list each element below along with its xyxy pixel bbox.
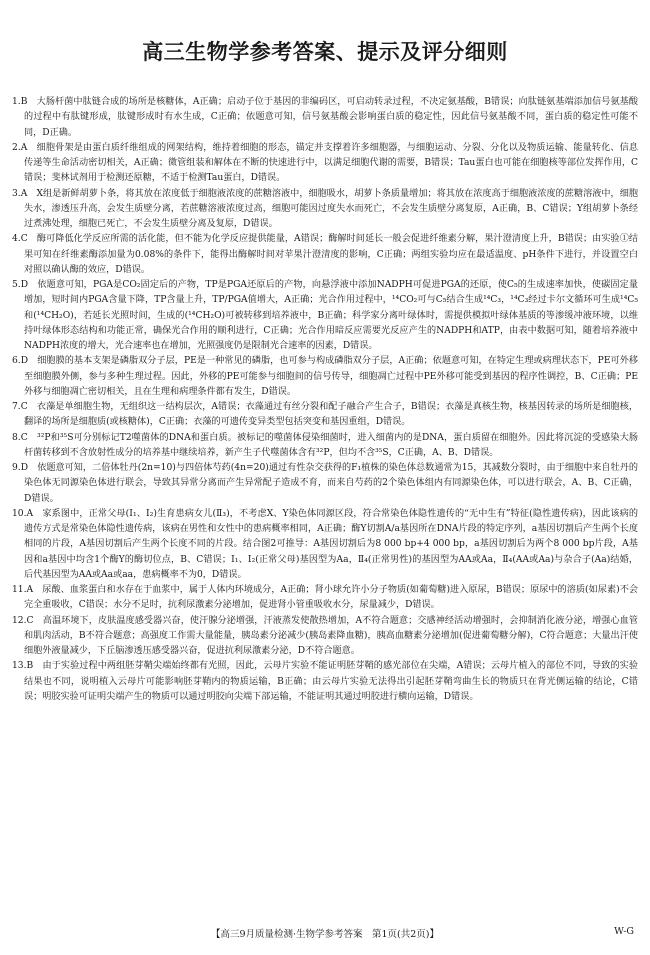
page-title: 高三生物学参考答案、提示及评分细则 [142, 40, 508, 64]
answer-list [12, 95, 638, 705]
answer-item-10: 10.A 家系图中，正常父母(Ⅰ₁、Ⅰ₂)生育患病女儿(Ⅱ₃)，不考虑X、Y染色体同源区段，符合常染色体隐性遗传的“无中生有”特征(隐性遗传病)，因此该病的遗传方式是常染色体隐性遗传病，该病在男性和女性中的患病概率相同，A正确；酶Y切割A/a基因所在DNA片段的特定序列，a基因切割后产生两个长度相同的片段，A基因切割后产生两个长度不同的片段。结合图2可推导：A基因切割后为8 000 bp+4 000 bp，a基因切割后为两个8 000 bp片段，A基因和a基因中均含1个酶Y的酶切位点，B、C错误；Ⅰ₁、Ⅰ₂(正常父母)基因型为Aa，Ⅱ₄(正常男性)的基因型为AA或Aa，Ⅱ₄(AA或Aa)与杂合子(Aa)结婚，后代基因型为AA或Aa或aa，患病概率不为0，D错误。 [12, 508, 638, 580]
answer-item-7: 7.C 衣藻是单细胞生物，无组织这一结构层次，A错误；衣藻通过有丝分裂和配子融合产生合子，B错误；衣藻是真核生物，核基因转录的场所是细胞核，翻译的场所是细胞质(或核糖体)，C正确；衣藻的可遗传变异类型包括突变和基因重组，D错误。 [12, 402, 638, 428]
answer-item-11: 11.A 尿酸、血浆蛋白和水存在于血浆中，属于人体内环境成分，A正确；肾小球允许小分子物质(如葡萄糖)进入原尿，B错误；原尿中的溶质(如尿素)不会完全重吸收，C错误；水分不足时，抗利尿激素分泌增加，促进肾小管重吸收水分，尿量减少，D错误。 [12, 585, 638, 611]
answer-item-2: 2.A 细胞骨架是由蛋白质纤维组成的网架结构，维持着细胞的形态，锚定并支撑着许多细胞器，与细胞运动、分裂、分化以及物质运输、能量转化、信息传递等生命活动密切相关，A正确；微管组装和解体在不断的快速进行中，以满足细胞代谢的需要，B错误；Tau蛋白也可能在细胞核等部位发挥作用，C错误；斐林试剂用于检测还原糖，不适于检测Tau蛋白，D错误。 [12, 142, 638, 184]
answer-item-8: 8.C ³²P和³⁵S可分别标记T2噬菌体的DNA和蛋白质。被标记的噬菌体侵染细菌时，进入细菌内的是DNA，蛋白质留在细胞外。因此将沉淀的受感染大肠杆菌转移到不含放射性成分的培养基中继续培养，新产生子代噬菌体含有³²P，但均不含³⁵S，C正确，A、B、D错误。 [12, 432, 638, 458]
answer-item-5: 5.D 依题意可知，PGA是CO₂固定后的产物，TP是PGA还原后的产物，向悬浮液中添加NADPH可促进PGA的还原，使C₅的生成速率加快，使碳固定量增加，短时间内PGA含量下降，TP含量上升，TP/PGA值增大，A正确；光合作用过程中，¹⁴CO₂可与C₅结合生成¹⁴C₃，¹⁴C₃经过卡尔文循环可生成¹⁴C₅和(¹⁴CH₂O)，若延长光照时间，生成的(¹⁴CH₂O)可被转移到培养液中，B正确；科学家分离叶绿体时，需提供模拟叶绿体基质的等渗缓冲液环境，以维持叶绿体形态结构和功能正常，确保光合作用的顺利进行，C正确；光合作用暗反应需要光反应产生的NADPH和ATP，由表中数据可知，随着培养液中NADPH浓度的增大，光合速率也在增加，光照强度仍是限制光合速率的因素，D错误。 [12, 280, 638, 351]
answer-item-4: 4.C 酶可降低化学反应所需的活化能，但不能为化学反应提供能量，A错误；酶解时间延长一般会促进纤维素分解，果汁澄清度上升，B错误；由实验①结果可知在纤维素酶添加量为0.08%的条件下，能得出酶解时间对苹果汁澄清度的影响，C正确；两组实验均应在最适温度、pH条件下进行，并设置空白对照以确认酶的效应，D错误。 [12, 234, 638, 275]
answer-item-9: 9.D 依题意可知，二倍体牡丹(2n=10)与四倍体芍药(4n=20)通过有性杂交获得的F₁植株的染色体总数通常为15，其减数分裂时，由于细胞中来自牡丹的染色体无同源染色体进行联会，导致其异常分离而产生异常配子造成不育，而来自芍药的2个染色体组内有同源染色体，可以进行联会，A、B、C正确，D错误。 [12, 463, 638, 504]
answer-item-3: 3.A X组是新鲜胡萝卜条，将其放在浓度低于细胞液浓度的蔗糖溶液中，细胞吸水，胡萝卜条质量增加；将其放在浓度高于细胞液浓度的蔗糖溶液中，细胞失水，渗透压升高，会发生质壁分离，若蔗糖溶液浓度过高，细胞可能因过度失水而死亡，不会发生质壁分离复原，A正确，B、C错误；Y组胡萝卜条经过煮沸处理，细胞已死亡，不会发生质壁分离及复原，D错误。 [12, 188, 638, 229]
answer-item-6: 6.D 细胞膜的基本支架是磷脂双分子层，PE是一种常见的磷脂，也可参与构成磷脂双分子层，A正确；依题意可知，在特定生理或病理状态下，PE可外移至细胞膜外侧，参与多种生理过程。因此，外移的PE可能参与细胞间的信号传导，细胞凋亡过程中PE外移可能受到基因的程序性调控，B、C正确；PE外移与细胞凋亡密切相关，且在生理和病理条件都有发生，D错误。 [12, 356, 638, 397]
footer-page-info: 【高三9月质量检测·生物学参考答案 第1页(共2页)】 [210, 929, 440, 940]
answer-item-1: 1.B 大肠杆菌中肽链合成的场所是核糖体，A正确；启动子位于基因的非编码区，可启动转录过程，不决定氨基酸，B错误；向肽链氨基端添加信号氨基酸的过程中有肽键形成，肽键形成时有水生成，C正确；依题意可知，信号氨基酸会影响蛋白质的稳定性，因此信号氨基酸不同，蛋白质的稳定性可能不同，D正确。 [12, 97, 638, 138]
answer-item-12: 12.C 高温环境下，皮肤温度感受器兴奋，使汗腺分泌增强，汗液蒸发使散热增加，A不符合题意；交感神经活动增强时，会抑制消化液分泌，增强心血管和肌肉活动，B不符合题意；高强度工作需大量能量，胰岛素分泌减少(胰岛素降血糖)，胰高血糖素分泌增加(促进葡萄糖分解)，C符合题意；大量出汗使细胞外液量减少，下丘脑渗透压感受器兴奋，促进抗利尿激素分泌，D不符合题意。 [12, 615, 638, 656]
answer-item-13: 13.B 由于实验过程中两组胚芽鞘尖端始终都有光照，因此，云母片实验不能证明胚芽鞘的感光部位在尖端，A错误；云母片植入的部位不同，导致的实验结果也不同，说明植入云母片可能影响胚芽鞘内的物质运输，B正确；由云母片实验无法得出引起胚芽鞘弯曲生长的物质只在背光侧运输的结论，C错误；明胶实验可证明尖端产生的物质可以通过明胶向尖端下部运输，不能证明其通过明胶进行横向运输，D错误。 [12, 661, 638, 702]
footer-code: W-G [614, 926, 634, 937]
